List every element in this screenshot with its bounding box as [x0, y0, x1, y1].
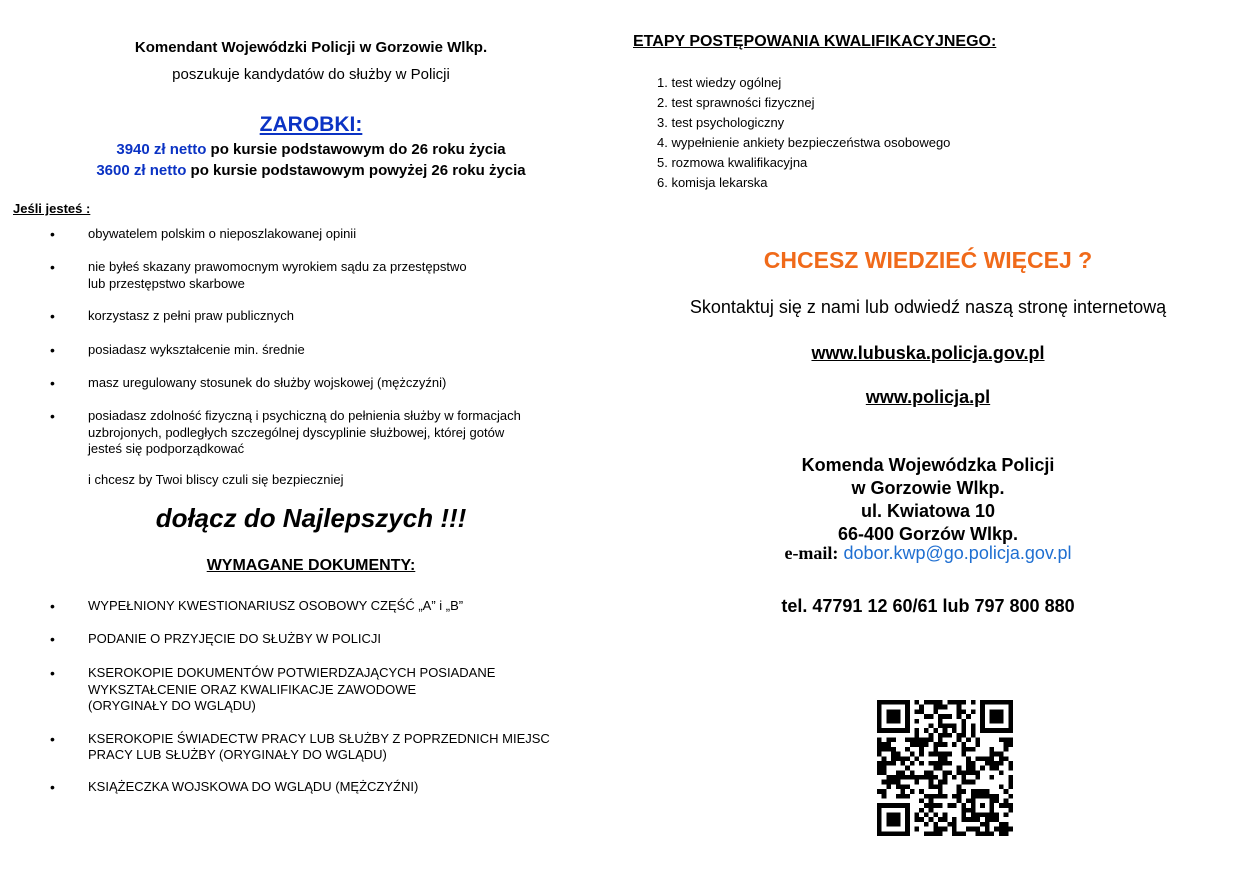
recruiter-title: Komendant Wojewódzki Policji w Gorzowie Wlkp.	[134, 39, 488, 56]
bullet-icon: •	[50, 731, 55, 747]
salary-condition: po kursie podstawowym powyżej 26 roku życia	[186, 162, 526, 179]
salary-amount: 3940 zł netto	[116, 141, 207, 158]
salary-heading: ZAROBKI:	[259, 113, 363, 136]
bullet-icon: •	[50, 598, 55, 614]
bullet-icon: •	[50, 308, 55, 324]
list-item: 3. test psychologiczny	[657, 115, 785, 130]
qr-code-icon[interactable]	[877, 700, 1013, 836]
email-line	[618, 543, 1238, 564]
email-label: e-mail:	[784, 543, 839, 563]
stages-heading: ETAPY POSTĘPOWANIA KWALIFIKACYJNEGO:	[633, 33, 997, 50]
list-item: 1. test wiedzy ogólnej	[657, 75, 782, 90]
bullet-icon: •	[50, 375, 55, 391]
address-block	[618, 454, 1238, 546]
address-line: ul. Kwiatowa 10	[860, 501, 996, 521]
requirements-heading: Jeśli jesteś :	[13, 201, 91, 216]
address-line: w Gorzowie Wlkp.	[851, 478, 1005, 498]
bullet-icon: •	[50, 631, 55, 647]
bullet-icon: •	[50, 342, 55, 358]
website-link[interactable]: www.policja.pl	[865, 387, 991, 407]
phone-number: tel. 47791 12 60/61 lub 797 800 880	[781, 596, 1075, 616]
address-line: 66-400 Gorzów Wlkp.	[837, 524, 1019, 544]
recruiter-subtitle: poszukuje kandydatów do służby w Policji	[172, 66, 450, 83]
salary-line-over-26	[0, 162, 622, 179]
salary-condition: po kursie podstawowym do 26 roku życia	[206, 141, 506, 158]
email-link[interactable]: dobor.kwp@go.policja.gov.pl	[843, 543, 1072, 563]
list-item: 2. test sprawności fizycznej	[657, 95, 815, 110]
website-link-lubuska	[618, 343, 1238, 364]
bullet-icon: •	[50, 665, 55, 681]
documents-heading: WYMAGANE DOKUMENTY:	[206, 557, 416, 574]
more-info-heading: CHCESZ WIEDZIEĆ WIĘCEJ ?	[763, 247, 1093, 273]
salary-line-under-26	[0, 141, 622, 158]
list-item: 4. wypełnienie ankiety bezpieczeństwa osobowego	[657, 135, 951, 150]
bullet-icon: •	[50, 259, 55, 275]
website-link-policja	[618, 387, 1238, 408]
website-link[interactable]: www.lubuska.policja.gov.pl	[811, 343, 1045, 363]
stages-list	[657, 73, 950, 193]
slogan: dołącz do Najlepszych !!!	[155, 503, 467, 533]
contact-text: Skontaktuj się z nami lub odwiedź naszą stronę internetową	[689, 297, 1167, 317]
bullet-icon: •	[50, 226, 55, 242]
bullet-icon: •	[50, 408, 55, 424]
bullet-icon: •	[50, 779, 55, 795]
address-line: Komenda Wojewódzka Policji	[801, 455, 1055, 475]
list-item: 5. rozmowa kwalifikacyjna	[657, 155, 808, 170]
salary-amount: 3600 zł netto	[96, 162, 187, 179]
list-item: 6. komisja lekarska	[657, 175, 768, 190]
